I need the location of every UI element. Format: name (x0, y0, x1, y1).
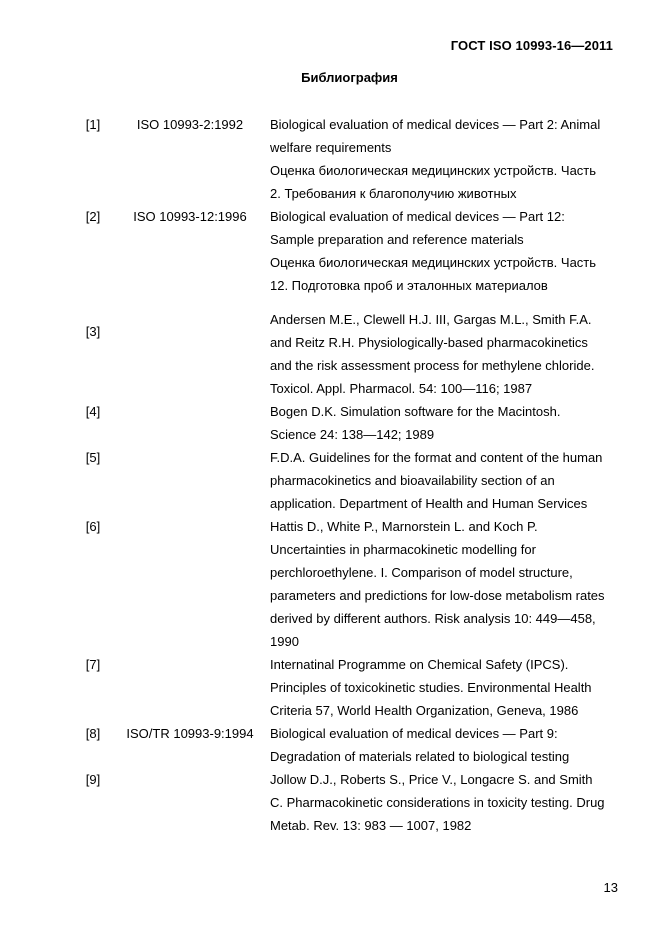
entry-line: Degradation of materials related to biological testing (270, 749, 570, 764)
entry-line: derived by different authors. Risk analysis 10: 449—458, (270, 611, 596, 626)
entry-number: [1] (85, 117, 101, 132)
entry-number: [6] (85, 519, 101, 534)
entry-line: Hattis D., White P., Marnorstein L. and Koch P. (270, 519, 538, 534)
entry-text (270, 205, 620, 297)
entry-number: [9] (85, 772, 101, 787)
entry-line: welfare requirements (270, 140, 392, 155)
entry-line: Оценка биологическая медицинских устройств. Часть (270, 163, 597, 178)
entry-number: [5] (85, 450, 101, 465)
entry-text (270, 400, 620, 446)
entry-line: parameters and predictions for low-dose metabolism rates (270, 588, 605, 603)
bibliography-title: Библиография (301, 70, 398, 85)
entry-line: 12. Подготовка проб и эталонных материалов (270, 278, 548, 293)
entry-number: [7] (85, 657, 101, 672)
document-code-header: ГОСТ ISO 10993-16—2011 (450, 38, 613, 53)
entry-standard: ISO 10993-12:1996 (133, 209, 247, 224)
entry-line: and Reitz R.H. Physiologically-based pharmacokinetics (270, 335, 588, 350)
entry-standard: ISO/TR 10993-9:1994 (126, 726, 254, 741)
entry-line: 2. Требования к благополучию животных (270, 186, 517, 201)
entry-line: Criteria 57, World Health Organization, Geneva, 1986 (270, 703, 579, 718)
page-number: 13 (603, 880, 618, 895)
entry-number: [3] (85, 324, 101, 339)
entry-line: Toxicol. Appl. Pharmacol. 54: 100—116; 1987 (270, 381, 533, 396)
entry-line: pharmacokinetics and bioavailability section of an (270, 473, 555, 488)
entry-line: Bogen D.K. Simulation software for the Macintosh. (270, 404, 561, 419)
entry-line: perchloroethylene. I. Comparison of model structure, (270, 565, 573, 580)
entry-line: Metab. Rev. 13: 983 — 1007, 1982 (270, 818, 472, 833)
entry-line: Jollow D.J., Roberts S., Price V., Longacre S. and Smith (270, 772, 593, 787)
entry-line: Internatinal Programme on Chemical Safety (IPCS). (270, 657, 569, 672)
entry-line: Оценка биологическая медицинских устройств. Часть (270, 255, 597, 270)
entry-number: [2] (85, 209, 101, 224)
entry-standard: ISO 10993-2:1992 (136, 117, 244, 132)
entry-line: application. Department of Health and Human Services (270, 496, 588, 511)
entry-line: Science 24: 138—142; 1989 (270, 427, 435, 442)
entry-line: Andersen M.E., Clewell H.J. III, Gargas M.L., Smith F.A. (270, 312, 592, 327)
entry-line: Sample preparation and reference materials (270, 232, 524, 247)
entry-line: F.D.A. Guidelines for the format and content of the human (270, 450, 603, 465)
entry-line: C. Pharmacokinetic considerations in toxicity testing. Drug (270, 795, 605, 810)
entry-number: [4] (85, 404, 101, 419)
entry-text (270, 308, 620, 400)
entry-line: and the risk assessment process for methylene chloride. (270, 358, 595, 373)
entry-line: Biological evaluation of medical devices — Part 12: (270, 209, 565, 224)
entry-text (270, 653, 620, 722)
entry-text (270, 515, 620, 653)
entry-line: Uncertainties in pharmacokinetic modelling for (270, 542, 536, 557)
entry-line: Biological evaluation of medical devices — Part 2: Animal (270, 117, 601, 132)
entry-text (270, 768, 620, 837)
entry-line: Biological evaluation of medical devices — Part 9: (270, 726, 558, 741)
entry-number: [8] (85, 726, 101, 741)
entry-line: Principles of toxicokinetic studies. Environmental Health (270, 680, 592, 695)
entry-line: 1990 (270, 634, 299, 649)
entry-text (270, 113, 620, 205)
entry-text (270, 446, 620, 515)
entry-text (270, 722, 620, 768)
